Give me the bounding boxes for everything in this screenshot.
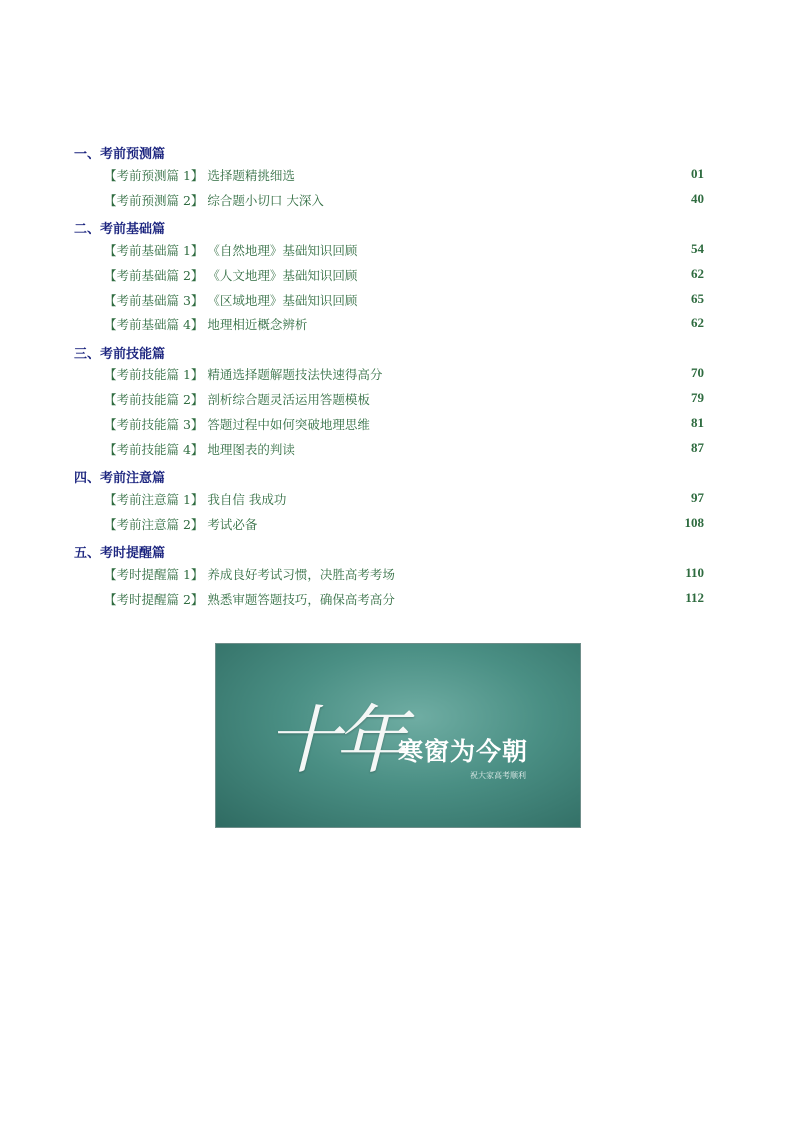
toc-entry[interactable] [104,191,704,209]
toc-entry-page: 62 [691,266,704,281]
section-title-basics: 二、考前基础篇 [74,222,166,237]
toc-entry-label: 【考前技能篇 2】 剖析综合题灵活运用答题模板 [104,392,370,407]
toc-entry-page: 01 [691,166,704,181]
toc-entry-page: 112 [685,590,704,605]
toc-entry[interactable] [104,166,704,184]
banner-calligraphy-text: 十年 [266,698,402,784]
toc-entry-label: 【考前注意篇 2】 考试必备 [104,517,258,532]
toc-entry-page: 62 [691,315,704,330]
toc-entry-page: 97 [691,490,704,505]
section-title-attention: 四、考前注意篇 [74,471,166,486]
toc-entry-label: 【考时提醒篇 1】 养成良好考试习惯，决胜高考考场 [104,567,395,582]
toc-entry-page: 108 [684,515,704,530]
toc-entry-page: 79 [691,390,704,405]
toc-entry[interactable] [104,565,704,583]
toc-entry[interactable] [104,415,704,433]
toc-entry-label: 【考前预测篇 1】 选择题精挑细选 [104,168,295,183]
toc-entry-label: 【考前基础篇 2】 《人文地理》基础知识回顾 [104,268,358,283]
toc-entry-page: 110 [685,565,704,580]
toc-entry[interactable] [104,315,704,333]
banner-sub-text: 祝大家高考顺利 [470,771,526,780]
motivational-banner [215,643,581,828]
toc-entry[interactable] [104,390,704,408]
toc-entry-page: 87 [691,440,704,455]
toc-entry-page: 54 [691,241,704,256]
toc-entry-label: 【考前预测篇 2】 综合题小切口 大深入 [104,193,324,208]
section-title-skills: 三、考前技能篇 [74,347,166,362]
toc-entry-label: 【考前技能篇 3】 答题过程中如何突破地理思维 [104,417,370,432]
toc-entry-label: 【考前基础篇 3】 《区域地理》基础知识回顾 [104,293,358,308]
toc-entry[interactable] [104,440,704,458]
toc-entry-label: 【考前基础篇 1】 《自然地理》基础知识回顾 [104,243,358,258]
toc-entry-label: 【考前技能篇 4】 地理图表的判读 [104,442,295,457]
toc-entry[interactable] [104,241,704,259]
toc-entry[interactable] [104,490,704,508]
section-title-reminder: 五、考时提醒篇 [74,546,166,561]
toc-entry[interactable] [104,291,704,309]
section-title-forecast: 一、考前预测篇 [74,147,166,162]
toc-entry-label: 【考前基础篇 4】 地理相近概念辨析 [104,317,308,332]
toc-entry-label: 【考时提醒篇 2】 熟悉审题答题技巧，确保高考高分 [104,592,395,607]
banner-main-text: 寒窗为今朝 [398,737,529,766]
toc-entry-page: 65 [691,291,704,306]
toc-entry-page: 70 [691,365,704,380]
toc-entry[interactable] [104,515,704,533]
toc-entry-label: 【考前注意篇 1】 我自信 我成功 [104,492,287,507]
toc-entry-page: 40 [691,191,704,206]
toc-entry-page: 81 [691,415,704,430]
toc-entry[interactable] [104,590,704,608]
toc-entry[interactable] [104,365,704,383]
toc-entry-label: 【考前技能篇 1】 精通选择题解题技法快速得高分 [104,367,383,382]
toc-entry[interactable] [104,266,704,284]
